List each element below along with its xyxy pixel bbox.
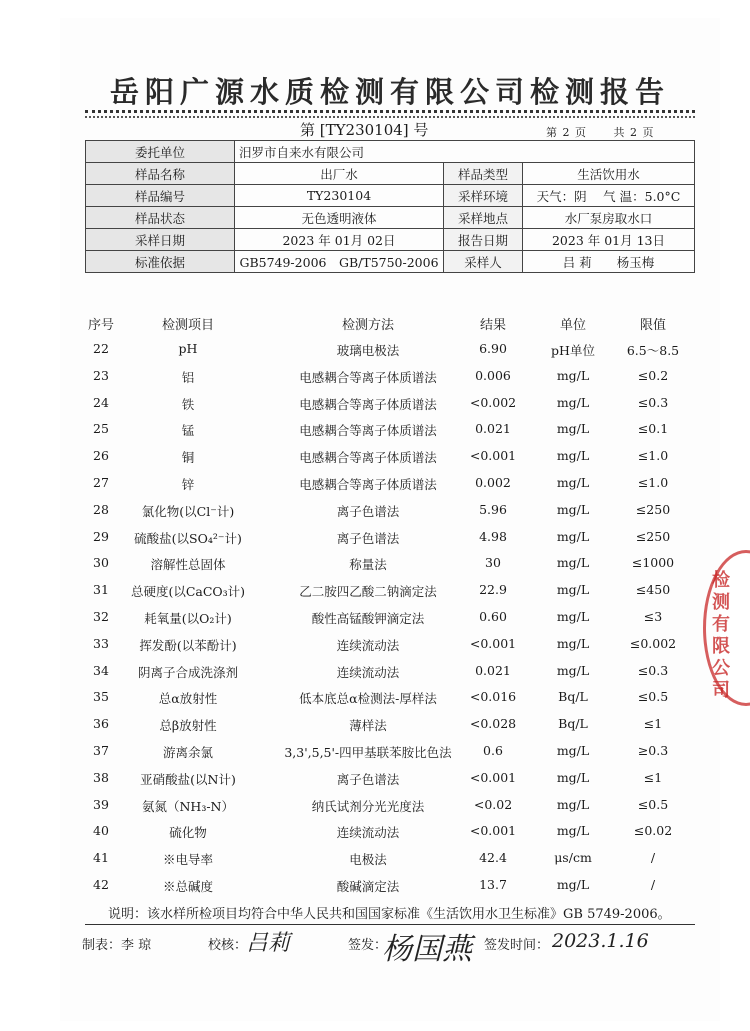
table-row <box>78 846 698 873</box>
cell-no: 40 <box>93 823 109 839</box>
cell-limit: 6.5～8.5 <box>626 343 680 358</box>
checked-label: 校核： <box>208 938 248 953</box>
cell-no: 36 <box>93 716 109 732</box>
cell-item: 氨氮（NH₃-N） <box>141 798 234 814</box>
cell-result: 5.96 <box>479 501 507 517</box>
cell-limit: ≤0.002 <box>629 635 677 651</box>
cell-limit: ≤0.3 <box>637 394 669 410</box>
cell-result: 0.006 <box>475 367 511 383</box>
cell-method: 玻璃电极法 <box>336 343 400 358</box>
cell-no: 34 <box>93 662 109 678</box>
cell-method: 薄样法 <box>349 718 387 734</box>
cell-no: 25 <box>93 421 109 437</box>
seal-text: 检测有限公司 <box>712 570 730 701</box>
client-value: 汨罗市自来水有限公司 <box>235 141 695 163</box>
cell-method: 电感耦合等离子体质谱法 <box>299 396 437 412</box>
cell-no: 22 <box>93 341 109 356</box>
cell-method: 连续流动法 <box>336 825 400 841</box>
sampler-value: 吕 莉 杨玉梅 <box>523 251 695 273</box>
cell-result: <0.02 <box>473 796 513 812</box>
cell-method: 连续流动法 <box>336 664 400 680</box>
cell-item: 铁 <box>181 396 195 412</box>
table-row <box>78 551 698 578</box>
cell-method: 3,3',5,5'-四甲基联苯胺比色法 <box>284 744 452 760</box>
cell-limit: ≤1 <box>643 769 663 785</box>
cell-unit: mg/L <box>556 662 590 678</box>
cell-result: <0.002 <box>469 394 517 410</box>
sample-name-label: 样品名称 <box>86 163 235 185</box>
cell-result: 0.6 <box>483 742 503 758</box>
cell-limit: ≤250 <box>635 501 671 517</box>
cell-unit: mg/L <box>556 501 590 517</box>
cell-method: 电感耦合等离子体质谱法 <box>299 369 437 385</box>
table-row <box>78 417 698 444</box>
state-value: 无色透明液体 <box>235 207 444 229</box>
cell-method: 酸性高锰酸钾滴定法 <box>311 610 425 626</box>
cell-unit: mg/L <box>556 796 590 812</box>
cell-unit: mg/L <box>556 394 590 410</box>
table-row <box>78 659 698 686</box>
cell-unit: Bq/L <box>558 716 588 732</box>
table-row <box>78 364 698 391</box>
page-info <box>546 124 677 140</box>
issue-date: 2023.1.16 <box>552 930 649 952</box>
table-row <box>78 819 698 846</box>
cell-limit: ≤0.5 <box>637 689 669 705</box>
cell-no: 38 <box>93 769 109 785</box>
cell-limit: / <box>650 850 656 866</box>
site-label: 采样地点 <box>444 207 523 229</box>
state-label: 样品状态 <box>86 207 235 229</box>
table-row <box>78 873 698 900</box>
page-current: 第 2 页 <box>546 126 587 139</box>
cell-no: 33 <box>93 635 109 651</box>
sample-name-value: 出厂水 <box>235 163 444 185</box>
meta-row-state <box>86 207 695 229</box>
cell-item: 游离余氯 <box>162 744 213 760</box>
cell-unit: pH单位 <box>551 343 595 358</box>
cell-no: 26 <box>93 448 109 464</box>
cell-item: 氯化物(以Cl⁻计) <box>141 503 235 519</box>
meta-row-client <box>86 141 695 163</box>
issued-signature: 杨国燕 <box>382 932 472 967</box>
env-value: 天气：阴 气 温：5.0°C <box>523 185 695 207</box>
cell-result: 30 <box>485 555 501 571</box>
cell-method: 乙二胺四乙酸二钠滴定法 <box>299 584 437 600</box>
table-row <box>78 739 698 766</box>
table-row <box>78 685 698 712</box>
table-row <box>78 337 698 364</box>
cell-method: 电感耦合等离子体质谱法 <box>299 476 437 492</box>
header-limit: 限值 <box>639 318 666 333</box>
cell-unit: mg/L <box>556 421 590 437</box>
cell-limit: ≤1000 <box>631 555 675 571</box>
cell-unit: mg/L <box>556 769 590 785</box>
cell-limit: ≤0.02 <box>633 823 673 839</box>
sample-type-value: 生活饮用水 <box>523 163 695 185</box>
issue-date-label: 签发时间： <box>484 938 550 953</box>
cell-no: 41 <box>93 850 109 866</box>
cell-item: 锰 <box>181 423 195 439</box>
table-row <box>78 498 698 525</box>
cell-method: 称量法 <box>349 557 387 573</box>
cell-unit: μs/cm <box>554 850 592 866</box>
cell-no: 30 <box>93 555 109 571</box>
cell-unit: mg/L <box>556 742 590 758</box>
table-row <box>78 632 698 659</box>
meta-row-std <box>86 251 695 273</box>
cell-limit: ≤1 <box>643 716 663 732</box>
page-total: 共 2 页 <box>613 126 655 139</box>
cell-result: 0.60 <box>479 608 507 624</box>
cell-item: ※电导率 <box>162 852 213 868</box>
cell-method: 离子色谱法 <box>336 503 400 519</box>
report-date-value: 2023 年 01月 13日 <box>523 229 695 251</box>
issued-label: 签发： <box>348 938 388 953</box>
cell-unit: mg/L <box>556 448 590 464</box>
cell-limit: ≤3 <box>643 608 663 624</box>
client-label: 委托单位 <box>86 141 235 163</box>
cell-no: 24 <box>93 394 109 410</box>
cell-item: 锌 <box>181 476 195 492</box>
cell-method: 纳氏试剂分光光度法 <box>311 798 425 814</box>
cell-method: 电极法 <box>349 852 387 868</box>
meta-row-date <box>86 229 695 251</box>
cell-limit: ≤250 <box>635 528 671 544</box>
cell-limit: ≥0.3 <box>637 742 669 758</box>
cell-item: ※总碱度 <box>162 878 213 894</box>
cell-result: <0.016 <box>469 689 517 705</box>
table-row <box>78 766 698 793</box>
cell-limit: ≤450 <box>635 582 671 598</box>
sampler-label: 采样人 <box>444 251 523 273</box>
meta-row-name <box>86 163 695 185</box>
report-title: 岳阳广源水质检测有限公司检测报告 <box>109 75 670 109</box>
cell-result: 42.4 <box>479 850 507 866</box>
cell-result: 0.021 <box>475 421 511 437</box>
cell-item: 硫酸盐(以SO₄²⁻计) <box>134 530 242 546</box>
table-row <box>78 525 698 552</box>
cell-limit: ≤1.0 <box>637 448 669 464</box>
sample-type-label: 样品类型 <box>444 163 523 185</box>
table-row <box>78 391 698 418</box>
cell-item: 耗氧量(以O₂计) <box>144 610 232 626</box>
cell-result: 0.021 <box>475 662 511 678</box>
cell-method: 离子色谱法 <box>336 771 400 787</box>
cell-item: 阴离子合成洗涤剂 <box>137 664 238 680</box>
report-number: 第 [TY230104] 号 <box>300 121 429 139</box>
cell-result: 6.90 <box>479 341 507 356</box>
cell-limit: ≤1.0 <box>637 474 669 490</box>
env-label: 采样环境 <box>444 185 523 207</box>
cell-limit: ≤0.1 <box>637 421 669 437</box>
header-result: 结果 <box>479 318 506 333</box>
table-row <box>78 605 698 632</box>
date-value: 2023 年 01月 02日 <box>235 229 444 251</box>
cell-method: 电感耦合等离子体质谱法 <box>299 423 437 439</box>
cell-unit: mg/L <box>556 582 590 598</box>
sample-id-value: TY230104 <box>235 185 444 207</box>
cell-item: 溶解性总固体 <box>150 557 226 573</box>
report-date-label: 报告日期 <box>444 229 523 251</box>
cell-method: 电感耦合等离子体质谱法 <box>299 450 437 466</box>
cell-method: 酸碱滴定法 <box>336 878 400 894</box>
title-divider <box>85 110 695 113</box>
sample-id-label: 样品编号 <box>86 185 235 207</box>
cell-no: 29 <box>93 528 109 544</box>
made-by: 制表：李 琼 <box>82 938 152 953</box>
table-row <box>78 712 698 739</box>
cell-result: <0.001 <box>469 823 517 839</box>
cell-item: 铜 <box>181 450 195 466</box>
cell-no: 27 <box>93 474 109 490</box>
cell-limit: ≤0.5 <box>637 796 669 812</box>
cell-no: 23 <box>93 367 109 383</box>
cell-limit: ≤0.3 <box>637 662 669 678</box>
cell-item: 硫化物 <box>169 825 207 841</box>
results-header <box>78 314 698 334</box>
cell-no: 28 <box>93 501 109 517</box>
cell-unit: mg/L <box>556 528 590 544</box>
cell-result: <0.028 <box>469 716 517 732</box>
cell-result: 0.002 <box>475 474 511 490</box>
cell-unit: Bq/L <box>558 689 588 705</box>
cell-unit: mg/L <box>556 474 590 490</box>
cell-item: 亚硝酸盐(以N计) <box>140 771 236 787</box>
sample-info-table <box>85 140 695 273</box>
cell-item: 总β放射性 <box>159 718 217 734</box>
header-item: 检测项目 <box>161 318 214 333</box>
cell-result: <0.001 <box>469 448 517 464</box>
cell-method: 连续流动法 <box>336 637 400 653</box>
cell-item: pH <box>178 341 198 356</box>
table-row <box>78 444 698 471</box>
cell-unit: mg/L <box>556 876 590 892</box>
table-row <box>78 578 698 605</box>
cell-no: 37 <box>93 742 109 758</box>
title-divider-2 <box>85 116 695 118</box>
cell-no: 42 <box>93 876 109 892</box>
std-value: GB5749-2006 GB/T5750-2006 <box>235 251 444 273</box>
cell-no: 31 <box>93 582 109 598</box>
cell-no: 32 <box>93 608 109 624</box>
cell-item: 总硬度(以CaCO₃计) <box>130 584 246 600</box>
date-label: 采样日期 <box>86 229 235 251</box>
results-list <box>78 337 698 900</box>
cell-item: 挥发酚(以苯酚计) <box>139 637 237 653</box>
cell-no: 39 <box>93 796 109 812</box>
header-unit: 单位 <box>559 318 586 333</box>
table-row <box>78 793 698 820</box>
site-value: 水厂泵房取水口 <box>523 207 695 229</box>
cell-result: <0.001 <box>469 635 517 651</box>
cell-item: 铝 <box>181 369 195 385</box>
cell-result: <0.001 <box>469 769 517 785</box>
cell-limit: / <box>650 876 656 892</box>
cell-result: 22.9 <box>479 582 507 598</box>
cell-item: 总α放射性 <box>158 691 218 707</box>
cell-unit: mg/L <box>556 367 590 383</box>
cell-unit: mg/L <box>556 635 590 651</box>
cell-unit: mg/L <box>556 555 590 571</box>
cell-unit: mg/L <box>556 823 590 839</box>
cell-limit: ≤0.2 <box>637 367 669 383</box>
std-label: 标准依据 <box>86 251 235 273</box>
checked-signature: 吕莉 <box>246 931 291 956</box>
conclusion-note: 说明：该水样所检项目均符合中华人民共和国国家标准《生活饮用水卫生标准》GB 5749-2006。 <box>108 907 671 922</box>
cell-unit: mg/L <box>556 608 590 624</box>
meta-row-id <box>86 185 695 207</box>
table-row <box>78 471 698 498</box>
cell-result: 4.98 <box>479 528 507 544</box>
header-no: 序号 <box>87 318 114 333</box>
cell-result: 13.7 <box>479 876 507 892</box>
cell-method: 低本底总α检测法-厚样法 <box>299 691 437 707</box>
header-method: 检测方法 <box>341 318 394 333</box>
cell-no: 35 <box>93 689 109 705</box>
cell-method: 离子色谱法 <box>336 530 400 546</box>
